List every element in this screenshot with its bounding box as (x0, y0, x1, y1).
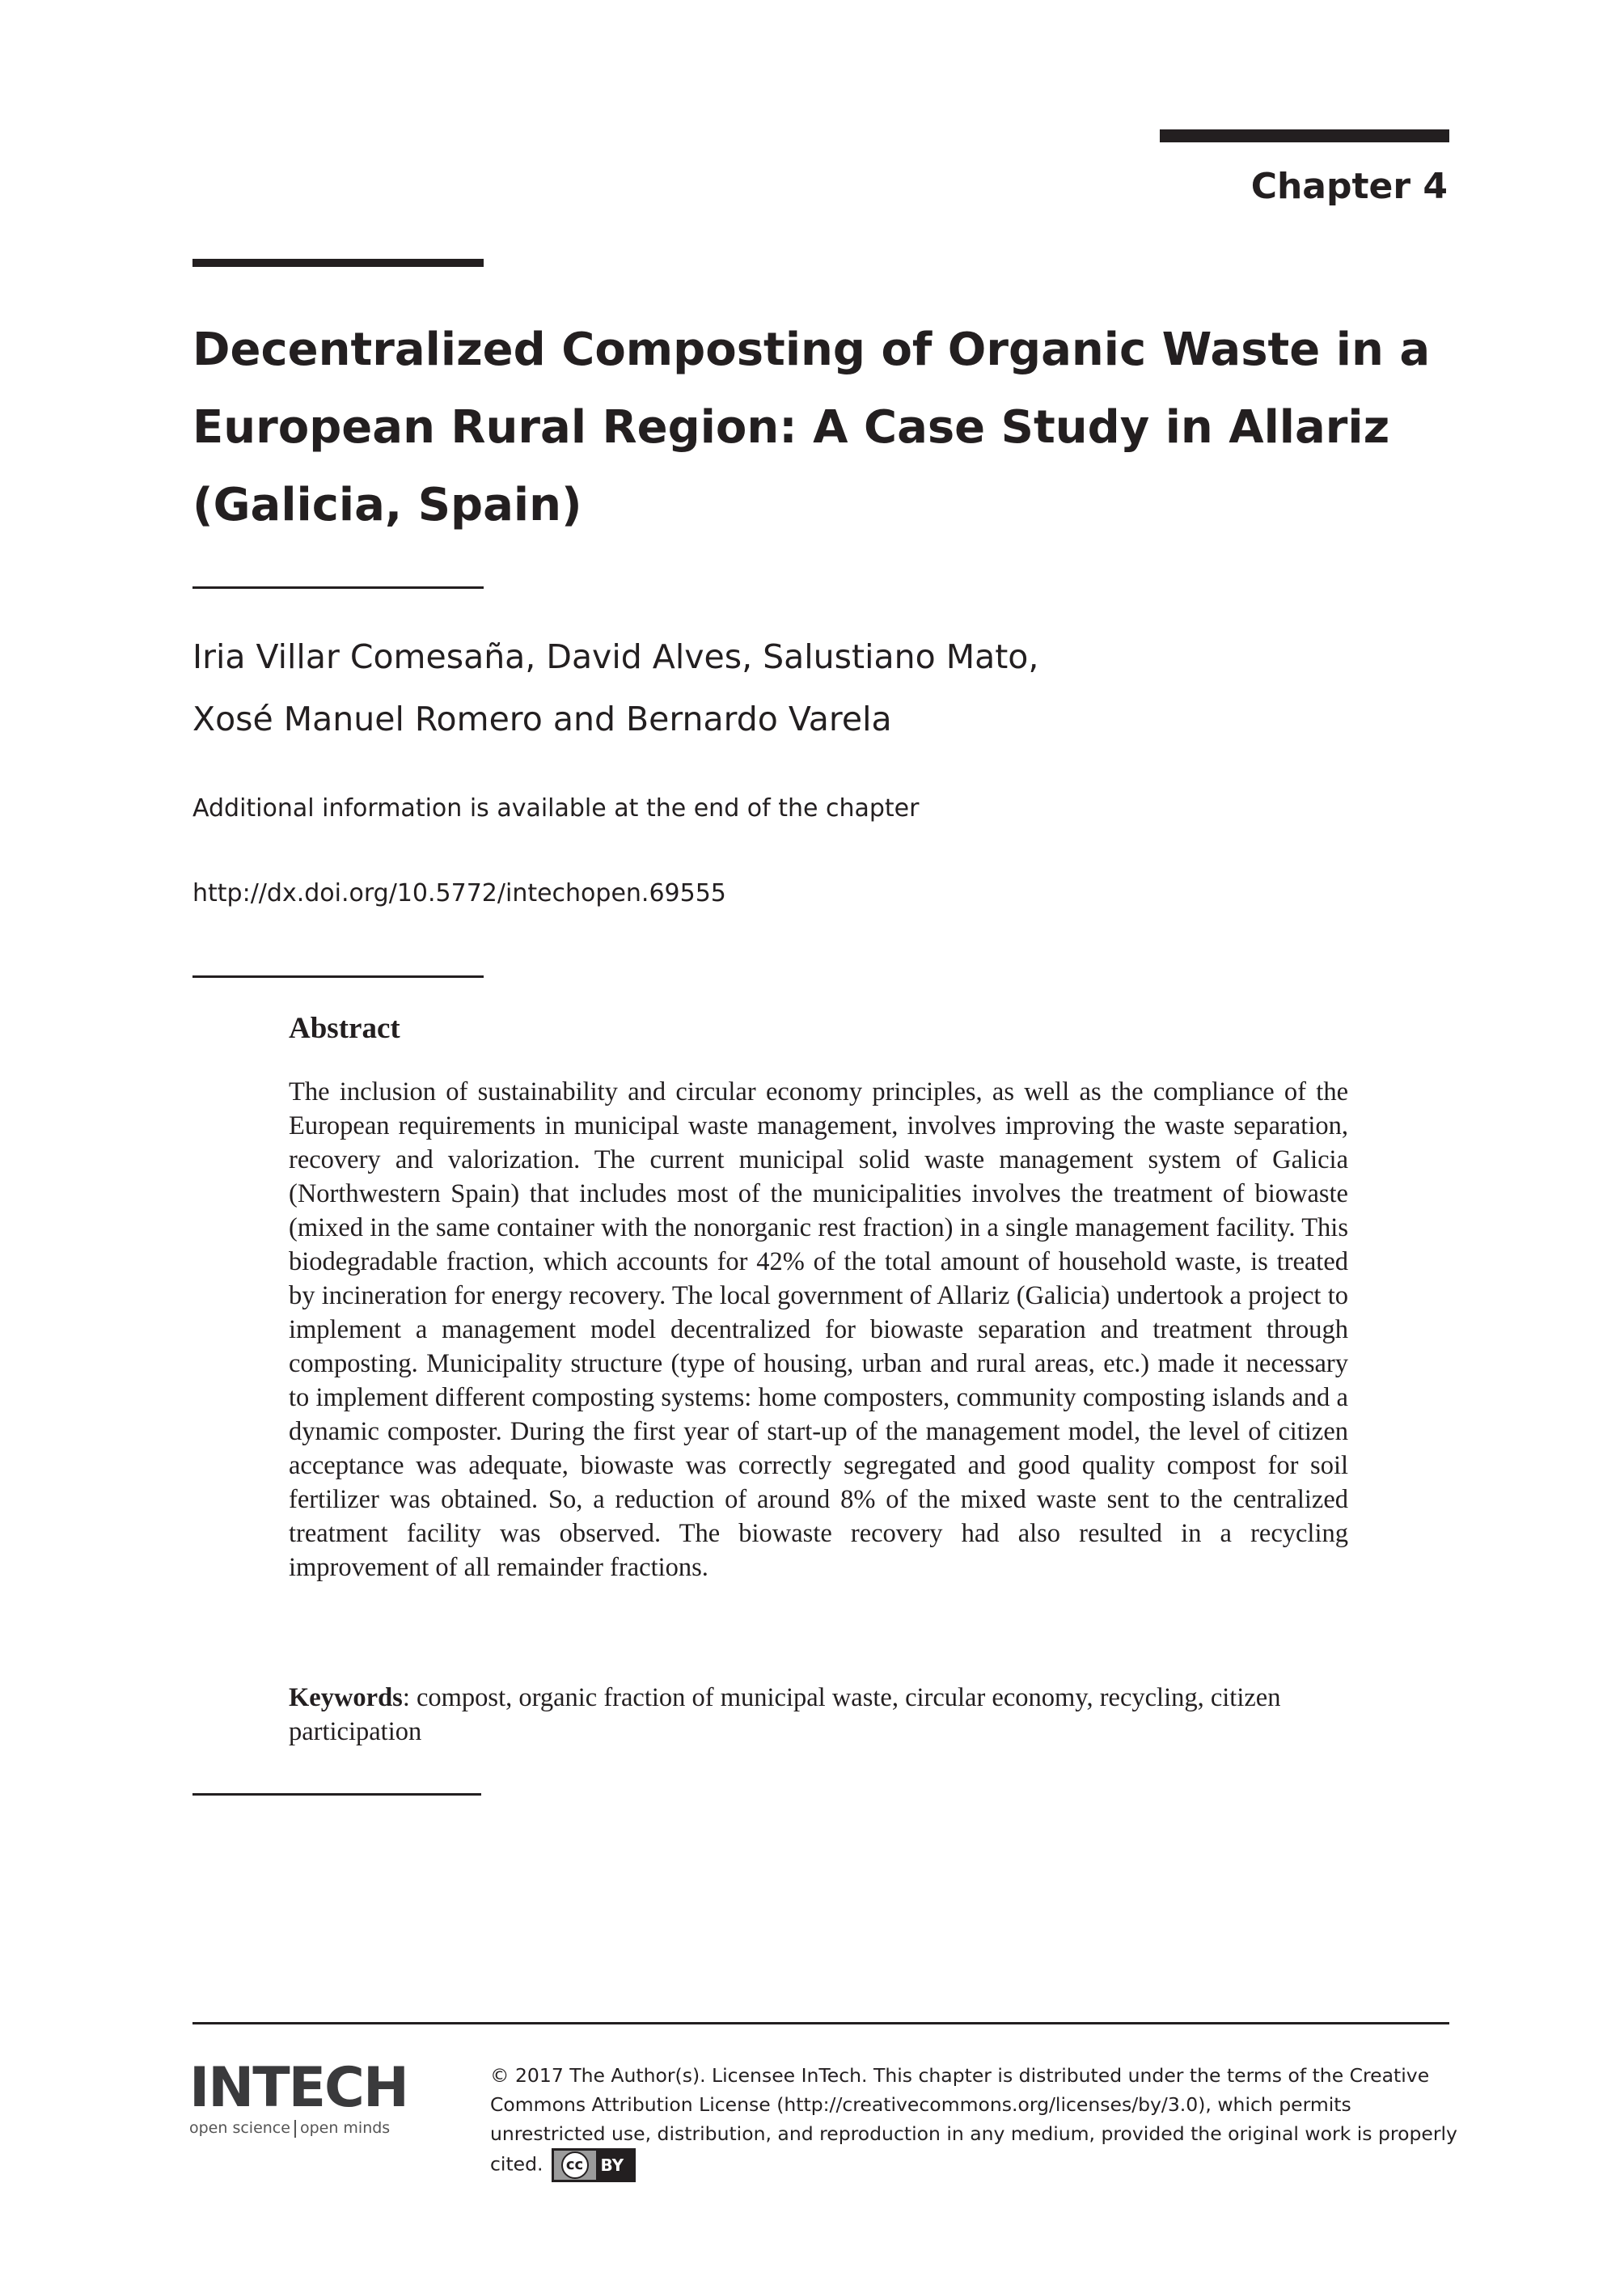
abstract-heading: Abstract (289, 1012, 400, 1045)
cc-by-badge[interactable] (552, 2148, 636, 2182)
intech-tagline (189, 2119, 432, 2138)
doi-link[interactable]: http://dx.doi.org/10.5772/intechopen.69555 (192, 879, 726, 907)
license-text: © 2017 The Author(s). Licensee InTech. This chapter is distributed under the terms of the Creative Commons Attribution License (http://creativecommons.org/licenses/by/3.0), which permits unrestricted use, distribution, and reproduction in any medium, provided the original work is properly cited. (490, 2064, 1457, 2176)
chapter-label: Chapter 4 (1250, 166, 1448, 207)
footer-rule (192, 2022, 1449, 2024)
license-notice (490, 2061, 1461, 2182)
additional-info-note: Additional information is available at the end of the chapter (192, 794, 920, 823)
abstract-bottom-rule (192, 1793, 481, 1796)
keywords-list: : compost, organic fraction of municipal waste, circular economy, recycling, citizen participation (289, 1683, 1281, 1746)
abstract-body: The inclusion of sustainability and circular economy principles, as well as the compliance of the European requirements in municipal waste management, involves improving the waste separation, recovery and valorization. The current municipal solid waste management system of Galicia (Northwestern Spain) that includes most of the municipalities involves the treatment of biowaste (mixed in the same container with the nonorganic rest fraction) in a single management facility. This biodegradable fraction, which accounts for 42% of the total amount of household waste, is treated by incineration for energy recovery. The local government of Allariz (Galicia) undertook a project to implement a management model decentralized for biowaste separation and treatment through composting. Municipality structure (type of housing, urban and rural areas, etc.) made it necessary to implement different composting systems: home composters, community composting islands and a dynamic composter. During the first year of start-up of the management model, the level of citizen acceptance was adequate, biowaste was correctly segregated and good quality compost for soil fertilizer was obtained. So, a reduction of around 8% of the mixed waste sent to the centralized treatment facility was observed. The biowaste recovery had also resulted in a recycling improvement of all remainder fractions. (289, 1077, 1348, 1582)
intech-logo (189, 2056, 432, 2138)
authors-line-2: Xosé Manuel Romero and Bernardo Varela (192, 700, 892, 738)
abstract-top-rule (192, 975, 484, 978)
title-top-rule (192, 259, 484, 267)
top-right-rule (1160, 129, 1449, 142)
intech-wordmark: INTECH (189, 2056, 408, 2120)
keywords (289, 1681, 1348, 1749)
tagline-left: open science (189, 2119, 290, 2137)
chapter-title: Decentralized Composting of Organic Waste in a European Rural Region: A Case Study in Allariz (Galicia, Spain) (192, 324, 1431, 531)
tagline-separator (294, 2120, 296, 2138)
cc-badge-left (554, 2151, 596, 2180)
tagline-right: open minds (299, 2119, 391, 2137)
title-bottom-rule (192, 586, 484, 589)
authors-line-1: Iria Villar Comesaña, David Alves, Salustiano Mato, (192, 637, 1039, 676)
keywords-label: Keywords (289, 1683, 403, 1712)
cc-icon: cc (561, 2151, 589, 2179)
cc-badge-by: BY (600, 2156, 624, 2175)
